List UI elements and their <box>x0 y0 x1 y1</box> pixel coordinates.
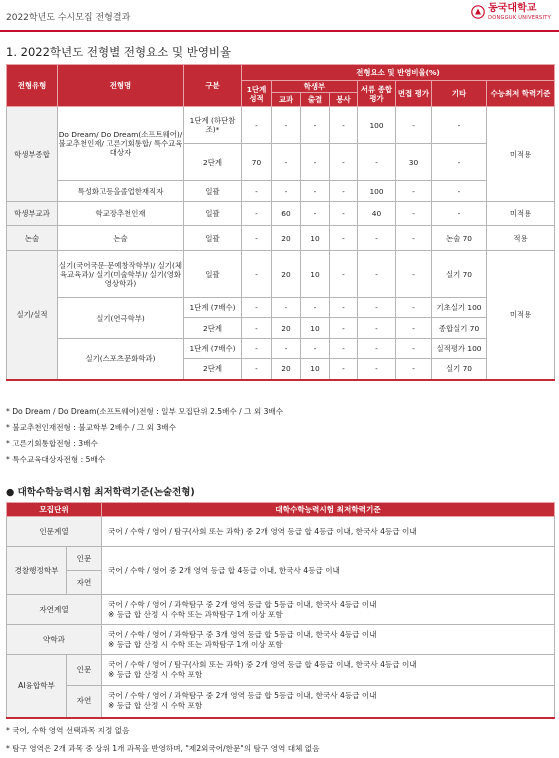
footnote: * Do Dream / Do Dream(소프트웨어)전형 : 일부 모집단위 2.5배수 / 그 외 3배수 <box>6 407 284 416</box>
minimum-cell: 적용 <box>487 226 555 251</box>
attendance-cell: 10 <box>301 226 330 251</box>
division-cell: 1단계 (7배수) <box>184 339 242 359</box>
attendance-cell: - <box>301 202 330 226</box>
type-cell: 학생부종합 <box>7 107 58 202</box>
volunteer-cell: - <box>330 339 358 359</box>
sub-unit-label: 인문 <box>67 655 102 686</box>
etc-cell: 실기 70 <box>432 359 487 380</box>
subject-cell: 20 <box>272 251 301 298</box>
docs-cell: - <box>358 251 396 298</box>
stage1-cell: - <box>242 359 272 380</box>
subject-cell: - <box>272 144 301 181</box>
subject-cell: 20 <box>272 359 301 380</box>
type-cell: 실기/실적 <box>7 251 58 380</box>
name-cell: Do Dream/ Do Dream(소프트웨어)/ 불교추천인재/ 고른기회통합/ 특수교육대상자 <box>58 107 184 181</box>
interview-cell: - <box>396 202 432 226</box>
stage1-cell: - <box>242 298 272 318</box>
header-record: 학생부 <box>272 81 358 93</box>
subject-cell: - <box>272 107 301 144</box>
criteria-text <box>102 595 555 625</box>
docs-cell: 100 <box>358 107 396 144</box>
footnote: * 탐구 영역은 2개 과목 중 상위 1개 과목을 반영하며, "제2외국어/한문"의 탐구 영역 대체 없음 <box>6 744 320 753</box>
table-row <box>7 181 555 202</box>
etc-cell: - <box>432 202 487 226</box>
footnote: * 특수교육대상자전형 : 5배수 <box>6 455 106 464</box>
division-cell: 1단계 (7배수) <box>184 298 242 318</box>
interview-cell: - <box>396 181 432 202</box>
volunteer-cell: - <box>330 202 358 226</box>
header-ratio: 전형요소 및 반영비율(%) <box>242 65 555 81</box>
stage1-cell: - <box>242 226 272 251</box>
etc-cell: 실적평가 100 <box>432 339 487 359</box>
criteria-text <box>102 625 555 655</box>
table-row <box>7 595 555 625</box>
top-header <box>0 0 559 30</box>
header-name: 전형명 <box>58 65 184 107</box>
minimum-cell: 미적용 <box>487 202 555 226</box>
interview-cell: - <box>396 107 432 144</box>
stage1-cell: - <box>242 181 272 202</box>
header-docs: 서류 종합평가 <box>358 81 396 107</box>
unit-label: 인문계열 <box>7 517 102 547</box>
header-stage1: 1단계 성적 <box>242 81 272 107</box>
criteria-line: 국어 / 수학 / 영어 / 탐구(사회 또는 과학) 중 2개 영역 등급 합 4등급 이내, 한국사 4등급 이내 <box>108 660 417 669</box>
footnote: * 고른기회통합전형 : 3배수 <box>6 439 98 448</box>
etc-cell: - <box>432 144 487 181</box>
division-cell: 2단계 <box>184 318 242 339</box>
subject-cell: 60 <box>272 202 301 226</box>
stage1-cell: 70 <box>242 144 272 181</box>
sub-unit-label: 인문 <box>67 547 102 571</box>
interview-cell: - <box>396 359 432 380</box>
criteria-note: ※ 등급 합 산정 시 수학 포함 <box>108 701 203 711</box>
header-subject: 교과 <box>272 93 301 107</box>
footnote: * 불교추천인재전형 : 불교학부 2배수 / 그 외 3배수 <box>6 423 176 432</box>
type-cell: 논술 <box>7 226 58 251</box>
criteria-line: 국어 / 수학 / 영어 / 과학탐구 중 3개 영역 등급 합 5등급 이내, 한국사 4등급 이내 <box>108 629 377 639</box>
header-volunteer: 봉사 <box>330 93 358 107</box>
subject-cell: - <box>272 298 301 318</box>
interview-cell: - <box>396 318 432 339</box>
docs-cell: - <box>358 298 396 318</box>
stage1-cell: - <box>242 107 272 144</box>
division-cell: 일괄 <box>184 202 242 226</box>
division-cell: 일괄 <box>184 251 242 298</box>
table-row <box>7 202 555 226</box>
name-cell: 실기(스포츠문화학과) <box>58 339 184 380</box>
division-cell: 일괄 <box>184 226 242 251</box>
name-cell: 실기(국어국문·문예창작학부)/ 실기(체육교육과)/ 실기(미술학부)/ 실기(영화영상학과) <box>58 251 184 298</box>
criteria-text: 국어 / 수학 / 영어 / 탐구(사회 또는 과학) 중 2개 영역 등급 합 4등급 이내, 한국사 4등급 이내 <box>102 517 555 547</box>
university-logo <box>471 3 551 21</box>
interview-cell: 30 <box>396 144 432 181</box>
table-row <box>7 107 555 144</box>
stage1-cell: - <box>242 339 272 359</box>
etc-cell: 실기 70 <box>432 251 487 298</box>
stage1-cell: - <box>242 318 272 339</box>
header-unit: 모집단위 <box>7 503 102 517</box>
table-row <box>7 298 555 318</box>
subject-cell: 20 <box>272 226 301 251</box>
emblem-icon <box>471 5 485 19</box>
docs-cell: 40 <box>358 202 396 226</box>
header-division: 구분 <box>184 65 242 107</box>
subject-cell: - <box>272 339 301 359</box>
admission-elements-table <box>6 64 555 381</box>
minimum-criteria-table <box>6 502 555 719</box>
header-attendance: 출결 <box>301 93 330 107</box>
volunteer-cell: - <box>330 181 358 202</box>
etc-cell: - <box>432 107 487 144</box>
docs-cell: - <box>358 318 396 339</box>
docs-cell: - <box>358 226 396 251</box>
sub-unit-label: 자연 <box>67 686 102 718</box>
stage1-cell: - <box>242 251 272 298</box>
header-etc: 기타 <box>432 81 487 107</box>
criteria-text <box>102 686 555 718</box>
attendance-cell: - <box>301 339 330 359</box>
criteria-line: 국어 / 수학 / 영어 / 과학탐구 중 2개 영역 등급 합 5등급 이내, 한국사 4등급 이내 <box>108 691 377 701</box>
table-row <box>7 339 555 359</box>
type-cell: 학생부교과 <box>7 202 58 226</box>
volunteer-cell: - <box>330 251 358 298</box>
criteria-text <box>102 655 555 686</box>
interview-cell: - <box>396 226 432 251</box>
attendance-cell: 10 <box>301 359 330 380</box>
criteria-note: ※ 등급 합 산정 시 수학 또는 과학탐구 1개 이상 포함 <box>108 639 283 649</box>
etc-cell: 기초실기 100 <box>432 298 487 318</box>
minimum-cell: 미적용 <box>487 107 555 202</box>
header-type: 전형유형 <box>7 65 58 107</box>
table-row <box>7 226 555 251</box>
sub-unit-label: 자연 <box>67 571 102 595</box>
docs-cell: - <box>358 359 396 380</box>
minimum-cell: 미적용 <box>487 251 555 380</box>
etc-cell: - <box>432 181 487 202</box>
logo-korean-text: 동국대학교 <box>488 3 537 14</box>
header-interview: 면접 평가 <box>396 81 432 107</box>
volunteer-cell: - <box>330 318 358 339</box>
unit-label: AI융합학부 <box>7 655 67 718</box>
division-cell: 일괄 <box>184 181 242 202</box>
table-row <box>7 251 555 298</box>
attendance-cell: - <box>301 107 330 144</box>
section-title: 1. 2022학년도 전형별 전형요소 및 반영비율 <box>6 45 232 59</box>
name-cell: 실기(연극학부) <box>58 298 184 339</box>
table2-footnotes <box>6 722 319 758</box>
name-cell: 논술 <box>58 226 184 251</box>
attendance-cell: 10 <box>301 318 330 339</box>
etc-cell: 종합실기 70 <box>432 318 487 339</box>
criteria-line: 국어 / 수학 / 영어 / 과학탐구 중 2개 영역 등급 합 5등급 이내, 한국사 4등급 이내 <box>108 599 377 609</box>
unit-label: 경찰행정학부 <box>7 547 67 595</box>
volunteer-cell: - <box>330 298 358 318</box>
docs-cell: 100 <box>358 181 396 202</box>
table-row <box>7 655 555 686</box>
volunteer-cell: - <box>330 107 358 144</box>
volunteer-cell: - <box>330 226 358 251</box>
table-row <box>7 686 555 718</box>
table1-footnotes <box>6 404 283 468</box>
division-cell: 2단계 <box>184 359 242 380</box>
stage1-cell: - <box>242 202 272 226</box>
name-cell: 학교장추천인재 <box>58 202 184 226</box>
division-cell: 2단계 <box>184 144 242 181</box>
criteria-note: ※ 등급 합 산정 시 수학 포함 <box>108 670 203 679</box>
unit-label: 자연계열 <box>7 595 102 625</box>
header-divider <box>0 30 559 32</box>
docs-cell: - <box>358 144 396 181</box>
table-row <box>7 625 555 655</box>
logo-english-text: DONGGUK UNIVERSITY <box>488 15 551 21</box>
interview-cell: - <box>396 251 432 298</box>
interview-cell: - <box>396 339 432 359</box>
attendance-cell: 10 <box>301 251 330 298</box>
section-title-minimum: ● 대학수학능력시험 최저학력기준(논술전형) <box>6 487 195 498</box>
unit-label: 약학과 <box>7 625 102 655</box>
name-cell: 특성화고등을졸업한재직자 <box>58 181 184 202</box>
table-row <box>7 547 555 571</box>
volunteer-cell: - <box>330 359 358 380</box>
etc-cell: 논술 70 <box>432 226 487 251</box>
criteria-text: 국어 / 수학 / 영어 중 2개 영역 등급 합 4등급 이내, 한국사 4등급 이내 <box>102 547 555 595</box>
docs-cell: - <box>358 339 396 359</box>
interview-cell: - <box>396 298 432 318</box>
header-criteria: 대학수학능력시험 최저학력기준 <box>102 503 555 517</box>
division-cell: 1단계 (하단참조)* <box>184 107 242 144</box>
footnote: * 국어, 수학 영역 선택과목 지정 없음 <box>6 726 130 735</box>
attendance-cell: - <box>301 181 330 202</box>
header-minimum: 수능최저 학력기준 <box>487 81 555 107</box>
document-title: 2022학년도 수시모집 전형결과 <box>6 13 131 23</box>
criteria-note: ※ 등급 합 산정 시 수학 또는 과학탐구 1개 이상 포함 <box>108 609 283 619</box>
subject-cell: 20 <box>272 318 301 339</box>
attendance-cell: - <box>301 144 330 181</box>
volunteer-cell: - <box>330 144 358 181</box>
subject-cell: - <box>272 181 301 202</box>
attendance-cell: - <box>301 298 330 318</box>
table-row <box>7 517 555 547</box>
